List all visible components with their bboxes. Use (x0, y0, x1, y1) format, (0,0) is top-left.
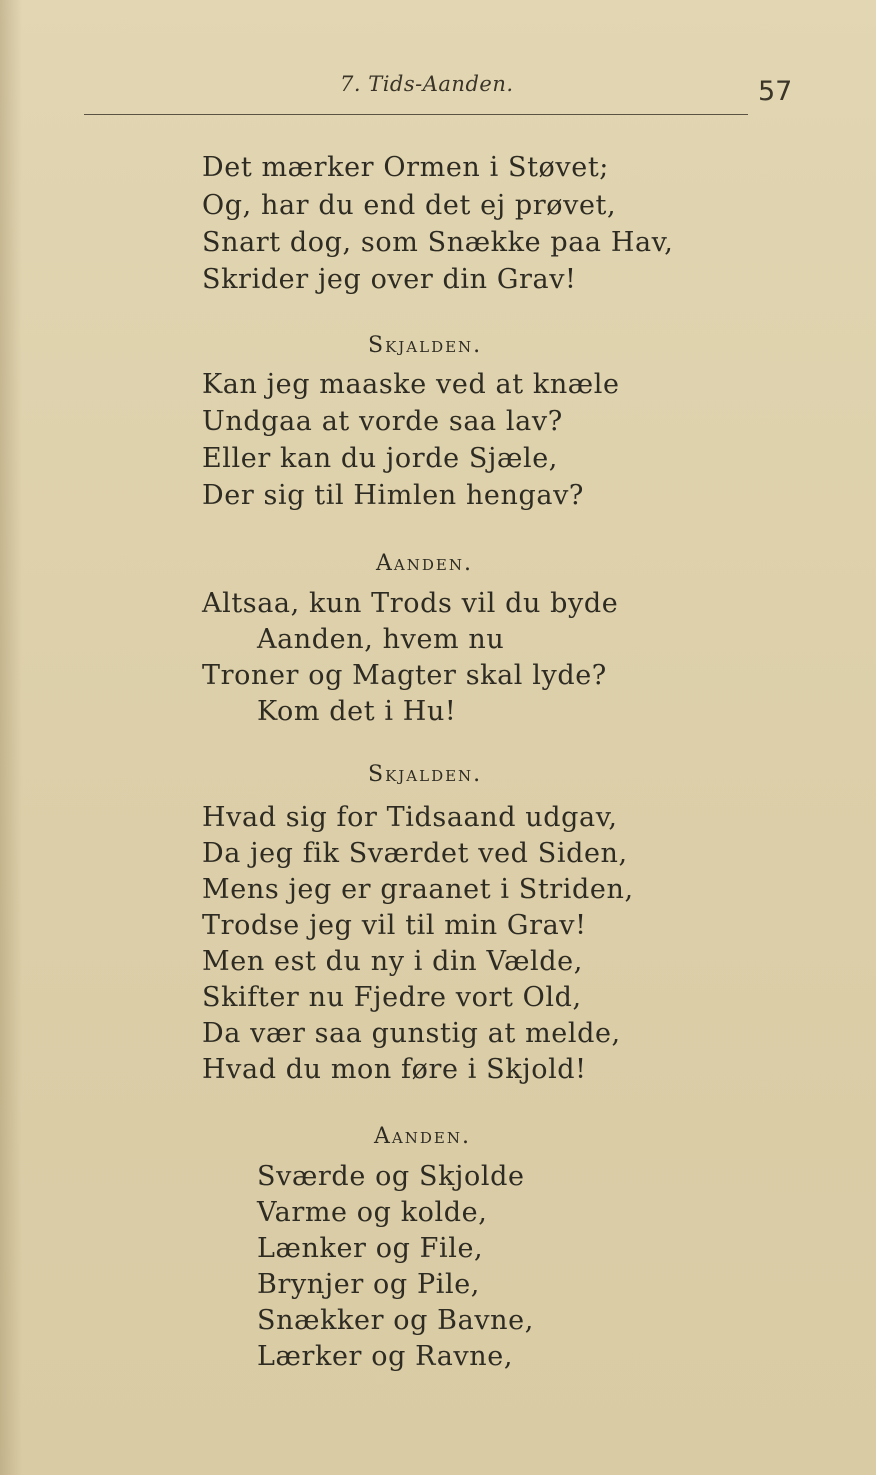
verse-line: Mens jeg er graanet i Striden, (202, 874, 634, 905)
verse-line: Hvad du mon føre i Skjold! (202, 1054, 587, 1085)
verse-line: Troner og Magter skal lyde? (202, 660, 607, 691)
page-number: 57 (758, 76, 793, 107)
verse-line: Altsaa, kun Trods vil du byde (202, 588, 619, 619)
verse-line: Skifter nu Fjedre vort Old, (202, 982, 582, 1013)
verse-line: Og, har du end det ej prøvet, (202, 190, 617, 221)
verse-line: Kom det i Hu! (257, 696, 457, 727)
verse-line: Kan jeg maaske ved at knæle (202, 369, 620, 400)
verse-line: Hvad sig for Tidsaand udgav, (202, 802, 618, 833)
verse-line: Undgaa at vorde saa lav? (202, 406, 563, 437)
running-head (0, 72, 876, 112)
verse-line: Men est du ny i din Vælde, (202, 946, 583, 977)
verse-line: Aanden, hvem nu (257, 624, 505, 655)
verse-line: Varme og kolde, (257, 1197, 488, 1228)
verse-line: Snart dog, som Snække paa Hav, (202, 227, 674, 258)
verse-line: Eller kan du jorde Sjæle, (202, 443, 558, 474)
speaker-heading: Skjalden. (368, 333, 483, 358)
verse-line: Da vær saa gunstig at melde, (202, 1018, 621, 1049)
header-rule (84, 114, 748, 115)
speaker-heading: Skjalden. (368, 762, 483, 787)
verse-line: Lænker og File, (257, 1233, 484, 1264)
verse-line: Det mærker Ormen i Støvet; (202, 152, 609, 183)
verse-line: Trodse jeg vil til min Grav! (202, 910, 587, 941)
verse-line: Sværde og Skjolde (257, 1161, 525, 1192)
verse-line: Skrider jeg over din Grav! (202, 264, 577, 295)
verse-line: Snækker og Bavne, (257, 1305, 534, 1336)
verse-line: Lærker og Ravne, (257, 1341, 514, 1372)
verse-line: Da jeg fik Sværdet ved Siden, (202, 838, 628, 869)
chapter-title: 7. Tids-Aanden. (340, 72, 514, 96)
verse-line: Der sig til Himlen hengav? (202, 480, 585, 511)
speaker-heading: Aanden. (376, 551, 473, 576)
speaker-heading: Aanden. (374, 1124, 471, 1149)
verse-line: Brynjer og Pile, (257, 1269, 480, 1300)
